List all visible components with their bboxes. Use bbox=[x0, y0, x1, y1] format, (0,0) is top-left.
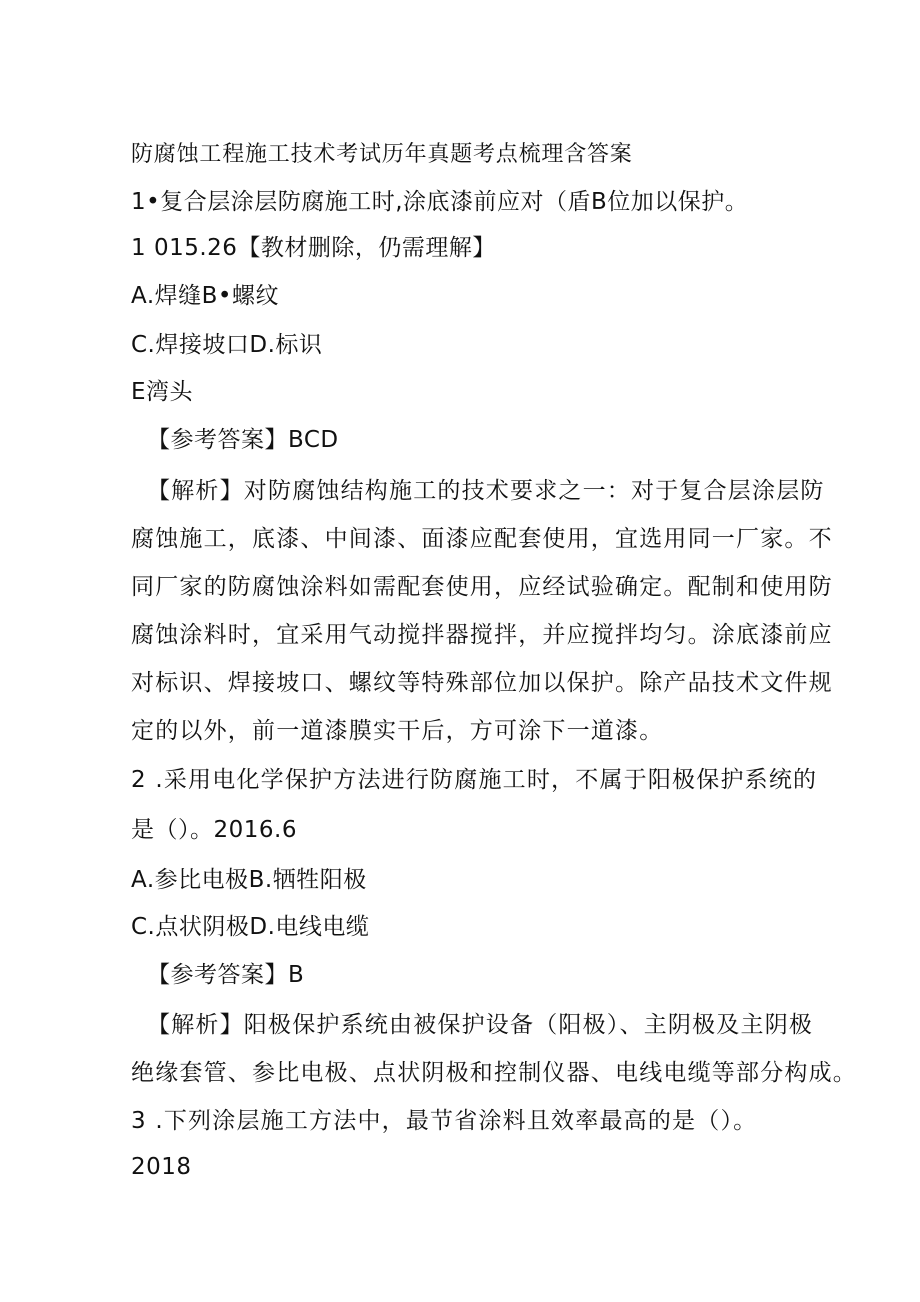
document-title: 防腐蚀工程施工技术考试历年真题考点梳理含答案 bbox=[131, 142, 633, 167]
question-1-option-e: E湾头 bbox=[131, 379, 194, 405]
question-1-analysis-line: 腐蚀施工，底漆、中间漆、面漆应配套使用，宜选用同一厂家。不 bbox=[131, 526, 833, 552]
question-1-analysis-line: 定的以外，前一道漆膜实干后，方可涂下一道漆。 bbox=[131, 718, 664, 744]
question-1-options-ab: A.焊缝B•螺纹 bbox=[131, 283, 279, 309]
question-1-analysis-line: 同厂家的防腐蚀涂料如需配套使用，应经试验确定。配制和使用防 bbox=[131, 574, 833, 600]
question-1-answer: 【参考答案】BCD bbox=[147, 427, 339, 453]
question-1-analysis-line: 【解析】对防腐蚀结构施工的技术要求之一：对于复合层涂层防 bbox=[147, 478, 825, 504]
question-1-options-cd: C.焊接坡口D.标识 bbox=[131, 332, 323, 358]
question-1-stem: 1•复合层涂层防腐施工时,涂底漆前应对（盾Β位加以保护。 bbox=[131, 189, 749, 215]
question-1-analysis-line: 腐蚀涂料时，宜采用气动搅拌器搅拌，并应搅拌均匀。涂底漆前应 bbox=[131, 622, 833, 648]
question-2-analysis-line: 绝缘套管、参比电极、点状阴极和控制仪器、电线电缆等部分构成。 bbox=[131, 1060, 857, 1086]
question-1-source: 1 015.26【教材删除，仍需理解】 bbox=[131, 235, 496, 261]
question-1-analysis-line: 对标识、焊接坡口、螺纹等特殊部位加以保护。除产品技术文件规 bbox=[131, 670, 833, 696]
question-2-stem-continued: 是（）。2016.6 bbox=[131, 817, 297, 843]
question-3-stem: 3 .下列涂层施工方法中，最节省涂料且效率最高的是（）。 bbox=[131, 1108, 758, 1134]
question-2-analysis-line: 【解析】阳极保护系统由被保护设备（阳极）、主阴极及主阴极 bbox=[147, 1012, 814, 1038]
question-2-options-ab: A.参比电极B.牺牲阳极 bbox=[131, 867, 367, 893]
question-2-answer: 【参考答案】B bbox=[147, 962, 305, 988]
question-3-year: 2018 bbox=[131, 1154, 192, 1180]
question-2-stem: 2 .采用电化学保护方法进行防腐施工时，不属于阳极保护系统的 bbox=[131, 767, 818, 793]
question-2-options-cd: C.点状阴极D.电线电缆 bbox=[131, 914, 370, 940]
